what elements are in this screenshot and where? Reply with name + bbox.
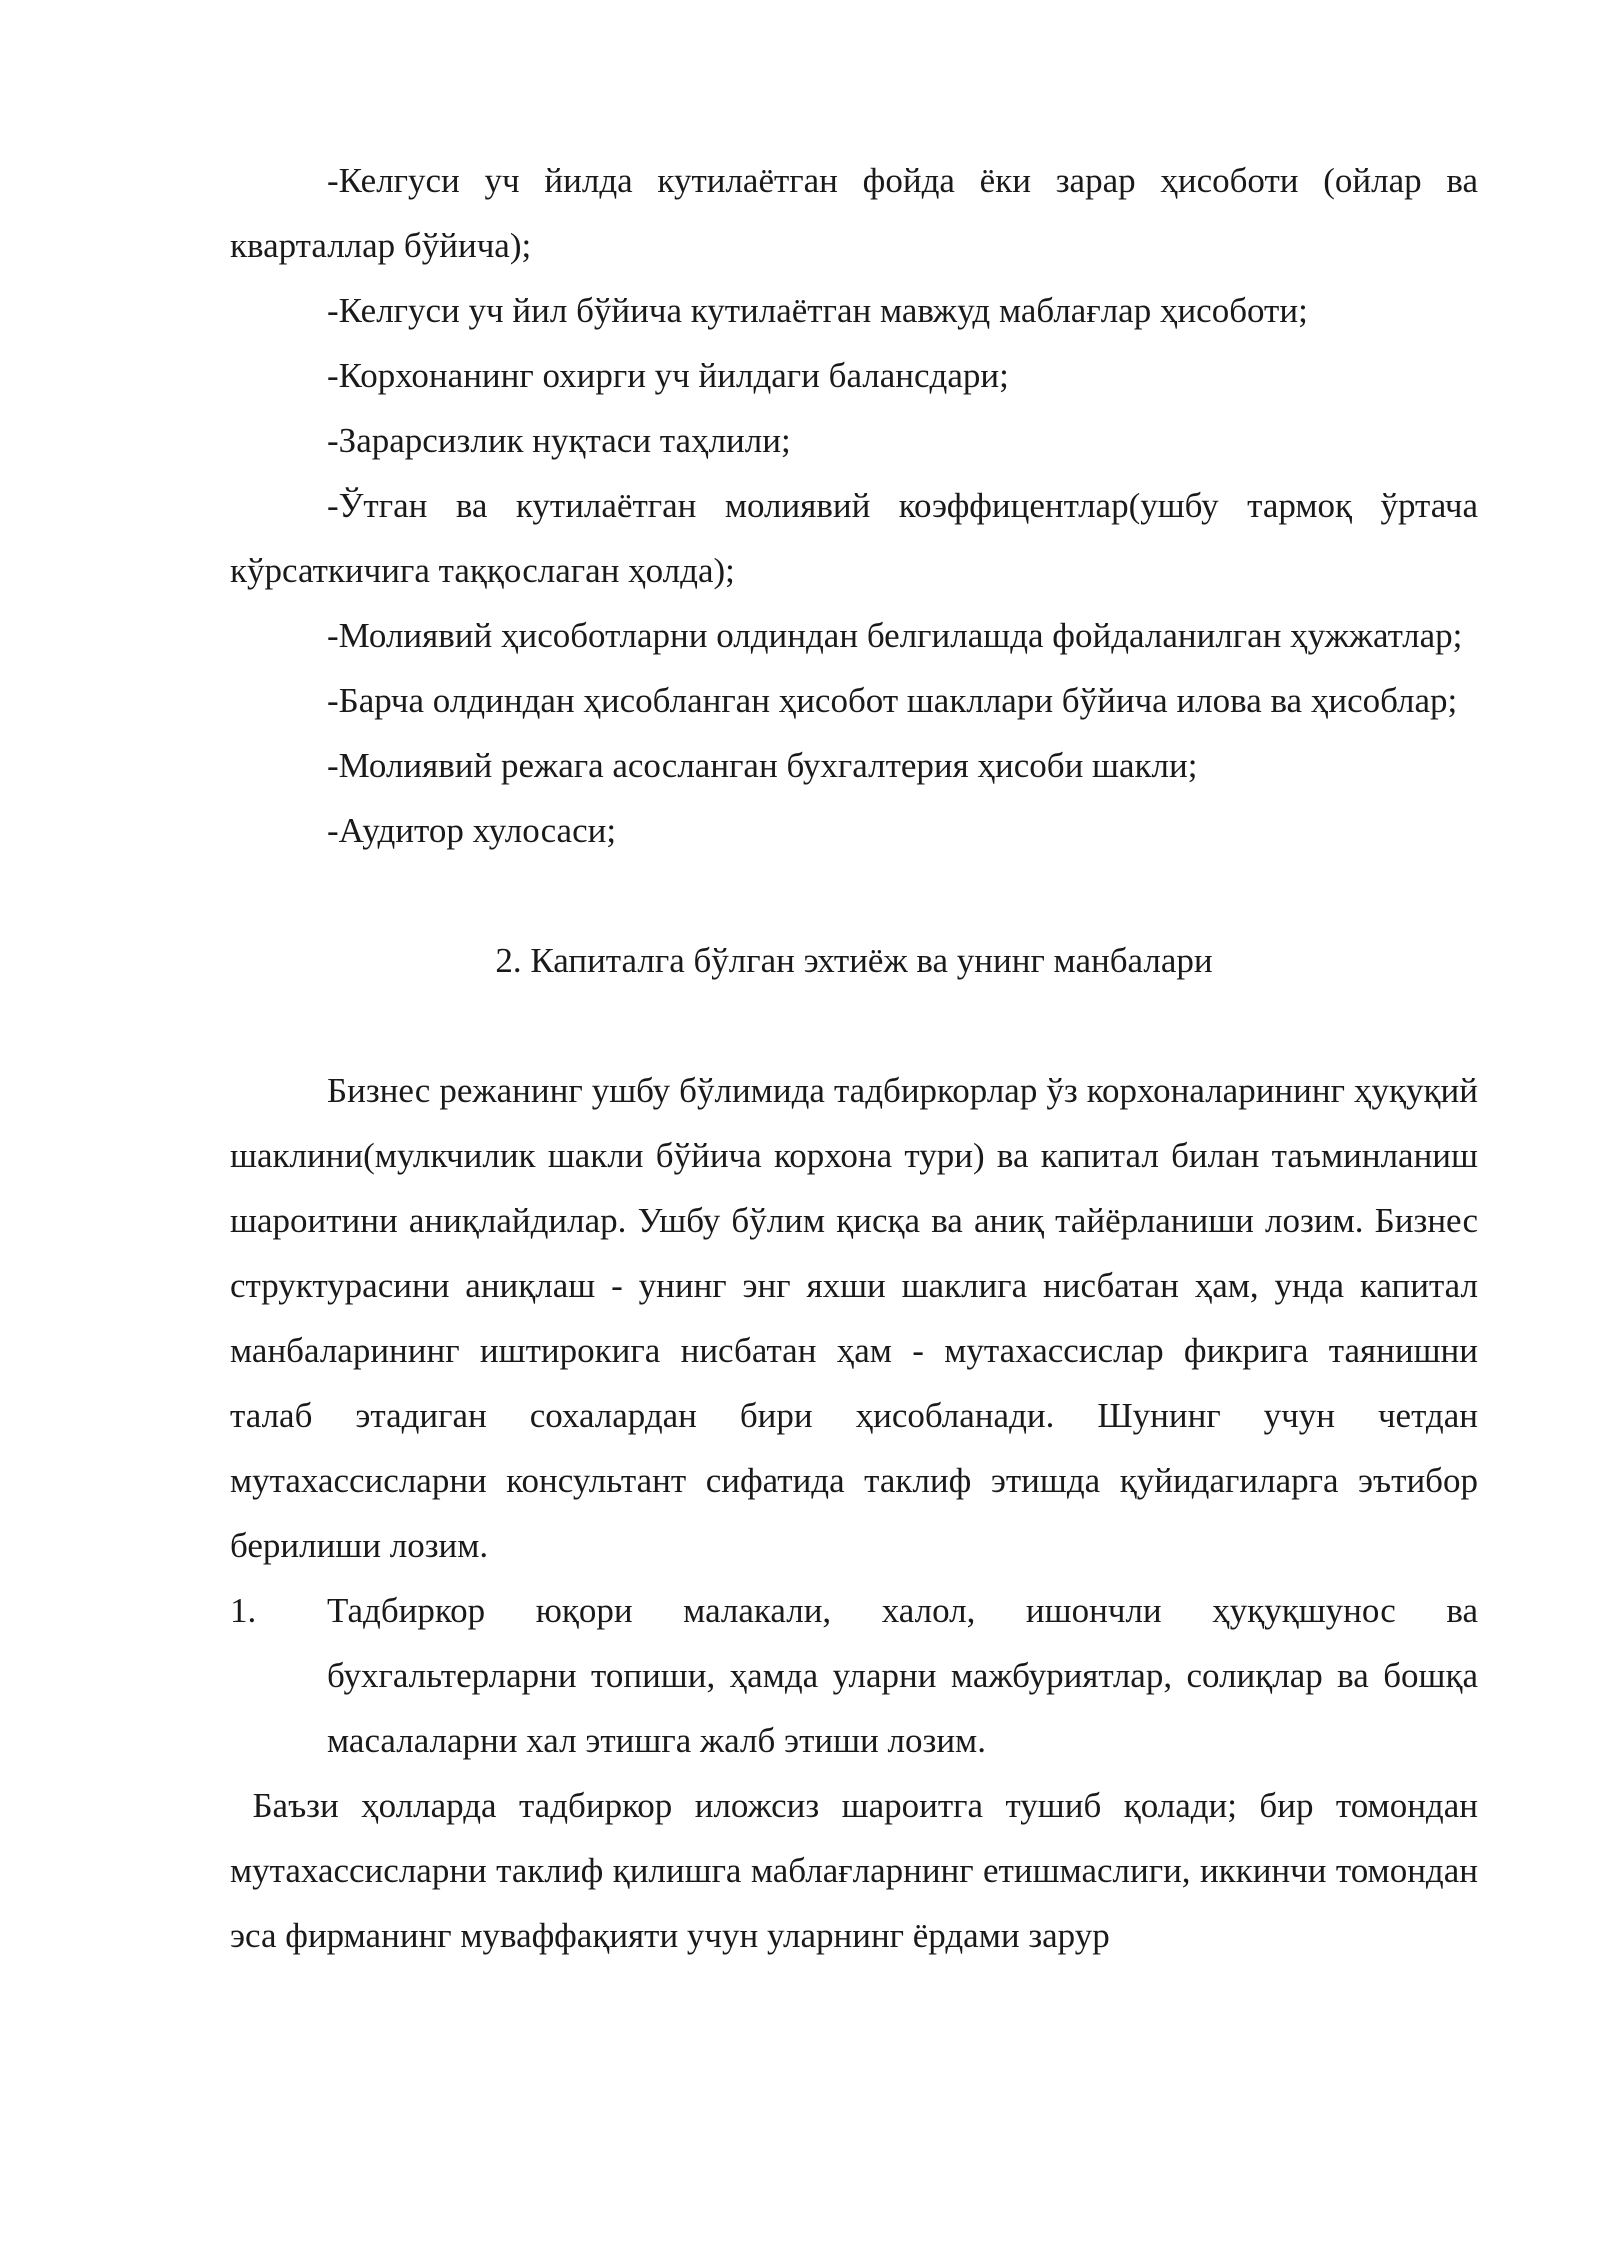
list-item: -Зарарсизлик нуқтаси таҳлили; [327, 421, 791, 460]
item-text: Тадбиркор юқори малакали, халол, ишончли ҳуқуқшунос ва бухгальтерларни топиши, ҳамда уларни мажбуриятлар, солиқлар ва бошқа масалаларни хал этишга жалб этиши лозим. [327, 1591, 1478, 1760]
body-paragraph: Баъзи ҳолларда тадбиркор иложсиз шароитга тушиб қолади; бир томондан мутахассисларни таклиф қилишга маблағларнинг етишмаслиги, иккинчи томондан эса фирманинг муваффақияти учун уларнинг ёрдами зарур [230, 1786, 1487, 1955]
body-paragraph: Бизнес режанинг ушбу бўлимида тадбиркорлар ўз корхоналарининг ҳуқуқий шаклини(мулкчилик шакли бўйича корхона тури) ва капитал билан таъминланиш шароитини аниқлайдилар. Ушбу бўлим қисқа ва аниқ тайёрланиши лозим. Бизнес структурасини аниқлаш - унинг энг яхши шаклига нисбатан ҳам, унда капитал манбаларининг иштирокига нисбатан ҳам - мутахассислар фикрига таянишни талаб этадиган сохалардан бири ҳисобланади. Шунинг учун четдан мутахассисларни консультант сифатида таклиф этишда қуйидагиларга эътибор берилиши лозим. [230, 1071, 1478, 1565]
list-item: -Ўтган ва кутилаётган молиявий коэффицентлар(ушбу тармоқ ўртача кўрсаткичига таққослаган ҳолда); [230, 486, 1478, 590]
list-item: -Келгуси уч йилда кутилаётган фойда ёки зарар ҳисоботи (ойлар ва кварталлар бўйича); [230, 161, 1478, 265]
list-item: -Молиявий ҳисоботларни олдиндан белгилашда фойдаланилган ҳужжатлар; [327, 616, 1463, 655]
list-item: -Барча олдиндан ҳисобланган ҳисобот шакллари бўйича илова ва ҳисоблар; [327, 681, 1458, 720]
document-page [230, 148, 1487, 1968]
list-item: -Келгуси уч йил бўйича кутилаётган мавжуд маблағлар ҳисоботи; [327, 291, 1308, 330]
item-number: 1. [230, 1591, 257, 1630]
list-item: -Молиявий режага асосланган бухгалтерия ҳисоби шакли; [327, 746, 1198, 785]
list-item: -Аудитор хулосаси; [327, 811, 617, 850]
list-item: -Корхонанинг охирги уч йилдаги балансдари; [327, 356, 1009, 395]
section-heading: 2. Капиталга бўлган эхтиёж ва унинг манбалари [495, 941, 1213, 980]
numbered-item [230, 1578, 1478, 1773]
